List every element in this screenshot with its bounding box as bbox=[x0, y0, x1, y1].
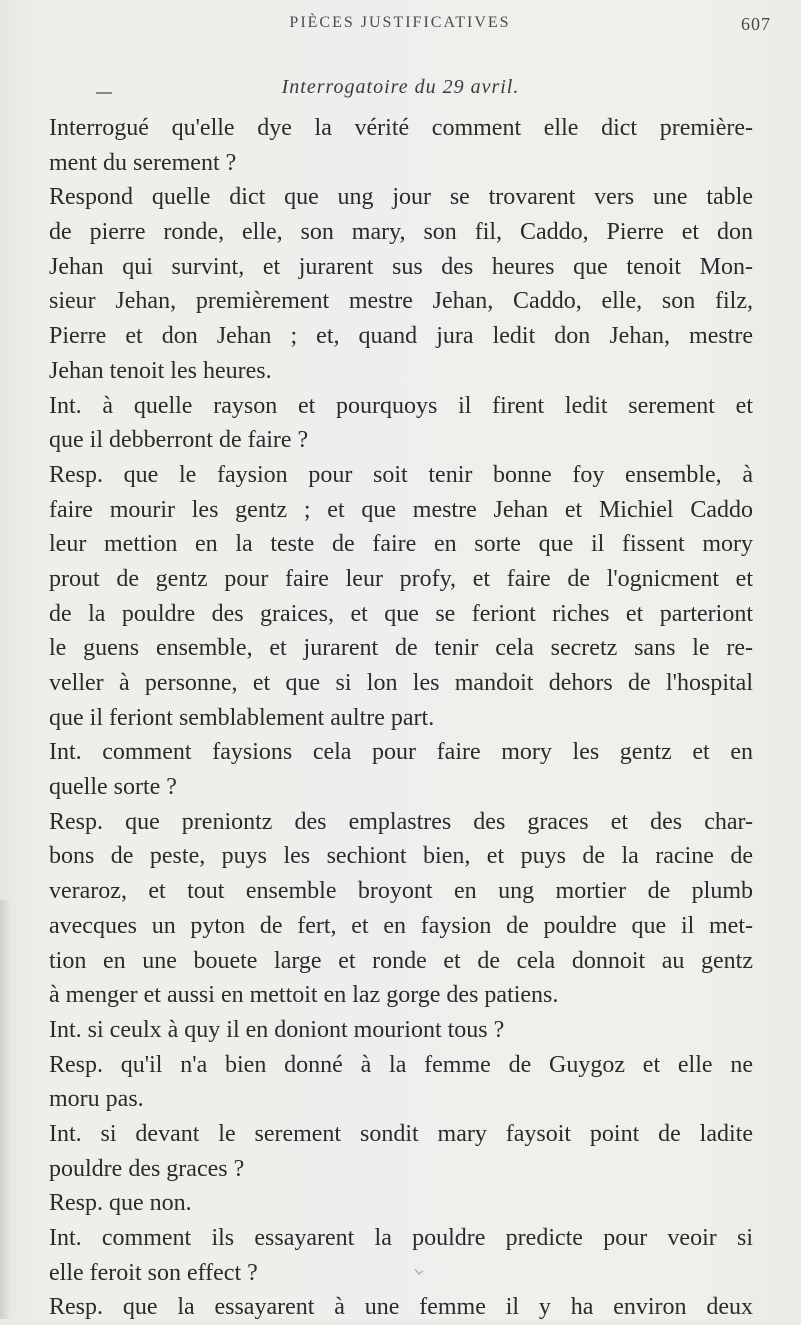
text-line: faire mourir les gentz ; et que mestre Jehan et Michiel Caddo bbox=[49, 496, 753, 523]
text-line: veller à personne, et que si lon les mandoit dehors de l'hospital bbox=[49, 670, 753, 696]
running-title: PIÈCES JUSTIFICATIVES bbox=[289, 14, 511, 31]
section-heading: Interrogatoire du 29 avril. bbox=[281, 76, 520, 98]
body-text bbox=[49, 111, 753, 1325]
text-line: à menger et aussi en mettoit en laz gorge des patiens. bbox=[49, 982, 559, 1009]
text-line: Resp. que le faysion pour soit tenir bonne foy ensemble, à bbox=[49, 461, 753, 488]
text-line: de la pouldre des graices, et que se feriont riches et parteriont bbox=[49, 600, 753, 627]
text-line: de pierre ronde, elle, son mary, son fil, Caddo, Pierre et don bbox=[49, 219, 753, 246]
text-line: Pierre et don Jehan ; et, quand jura ledit don Jehan, mestre bbox=[49, 323, 753, 350]
text-line: le guens ensemble, et jurarent de tenir cela secretz sans le re- bbox=[49, 635, 753, 662]
stray-ink-mark bbox=[414, 1268, 424, 1276]
text-line: veraroz, et tout ensemble broyont en ung mortier de plumb bbox=[49, 878, 753, 905]
text-line: Int. à quelle rayson et pourquoys il firent ledit serement et bbox=[49, 392, 753, 419]
text-line: que il debberront de faire ? bbox=[49, 427, 309, 454]
text-line: Resp. que la essayarent à une femme il y ha environ deux bbox=[49, 1294, 753, 1321]
text-line: prout de gentz pour faire leur profy, et faire de l'ognicment et bbox=[49, 565, 753, 592]
text-line: Int. si ceulx à quy il en doniont mouriont tous ? bbox=[49, 1016, 505, 1043]
text-line: moru pas. bbox=[49, 1086, 144, 1113]
text-line: Interrogué qu'elle dye la vérité comment elle dict première- bbox=[49, 115, 753, 141]
text-line: Respond quelle dict que ung jour se trovarent vers une table bbox=[49, 184, 753, 211]
text-line: elle feroit son effect ? bbox=[49, 1259, 258, 1286]
text-line: Resp. qu'il n'a bien donné à la femme de Guygoz et elle ne bbox=[49, 1051, 753, 1078]
text-line: leur mettion en la teste de faire en sorte que il fissent mory bbox=[49, 531, 753, 558]
text-line: Int. comment ils essayarent la pouldre predicte pour veoir si bbox=[49, 1225, 753, 1251]
text-line: bons de peste, puys les sechiont bien, et puys de la racine de bbox=[49, 843, 753, 870]
text-line: Int. si devant le serement sondit mary faysoit point de ladite bbox=[49, 1120, 753, 1147]
text-line: tion en une bouete large et ronde et de cela donnoit au gentz bbox=[49, 947, 753, 974]
text-line: Resp. que non. bbox=[49, 1190, 192, 1217]
text-line: ment du serement ? bbox=[49, 149, 237, 176]
text-line: avecques un pyton de fert, et en faysion de pouldre que il met- bbox=[49, 912, 753, 939]
text-line: sieur Jehan, premièrement mestre Jehan, Caddo, elle, son filz, bbox=[49, 288, 753, 315]
text-line: Jehan qui survint, et jurarent sus des heures que tenoit Mon- bbox=[49, 253, 753, 280]
text-line: que il feriont semblablement aultre part. bbox=[49, 704, 435, 731]
binding-shadow bbox=[0, 900, 10, 1319]
running-head bbox=[0, 6, 801, 36]
text-line: Jehan tenoit les heures. bbox=[49, 357, 272, 384]
text-line: Int. comment faysions cela pour faire mory les gentz et en bbox=[49, 739, 753, 766]
text-line: Resp. que preniontz des emplastres des graces et des char- bbox=[49, 808, 753, 835]
text-line: quelle sorte ? bbox=[49, 774, 177, 801]
text-line: pouldre des graces ? bbox=[49, 1155, 245, 1182]
page-number: 607 bbox=[741, 14, 771, 34]
